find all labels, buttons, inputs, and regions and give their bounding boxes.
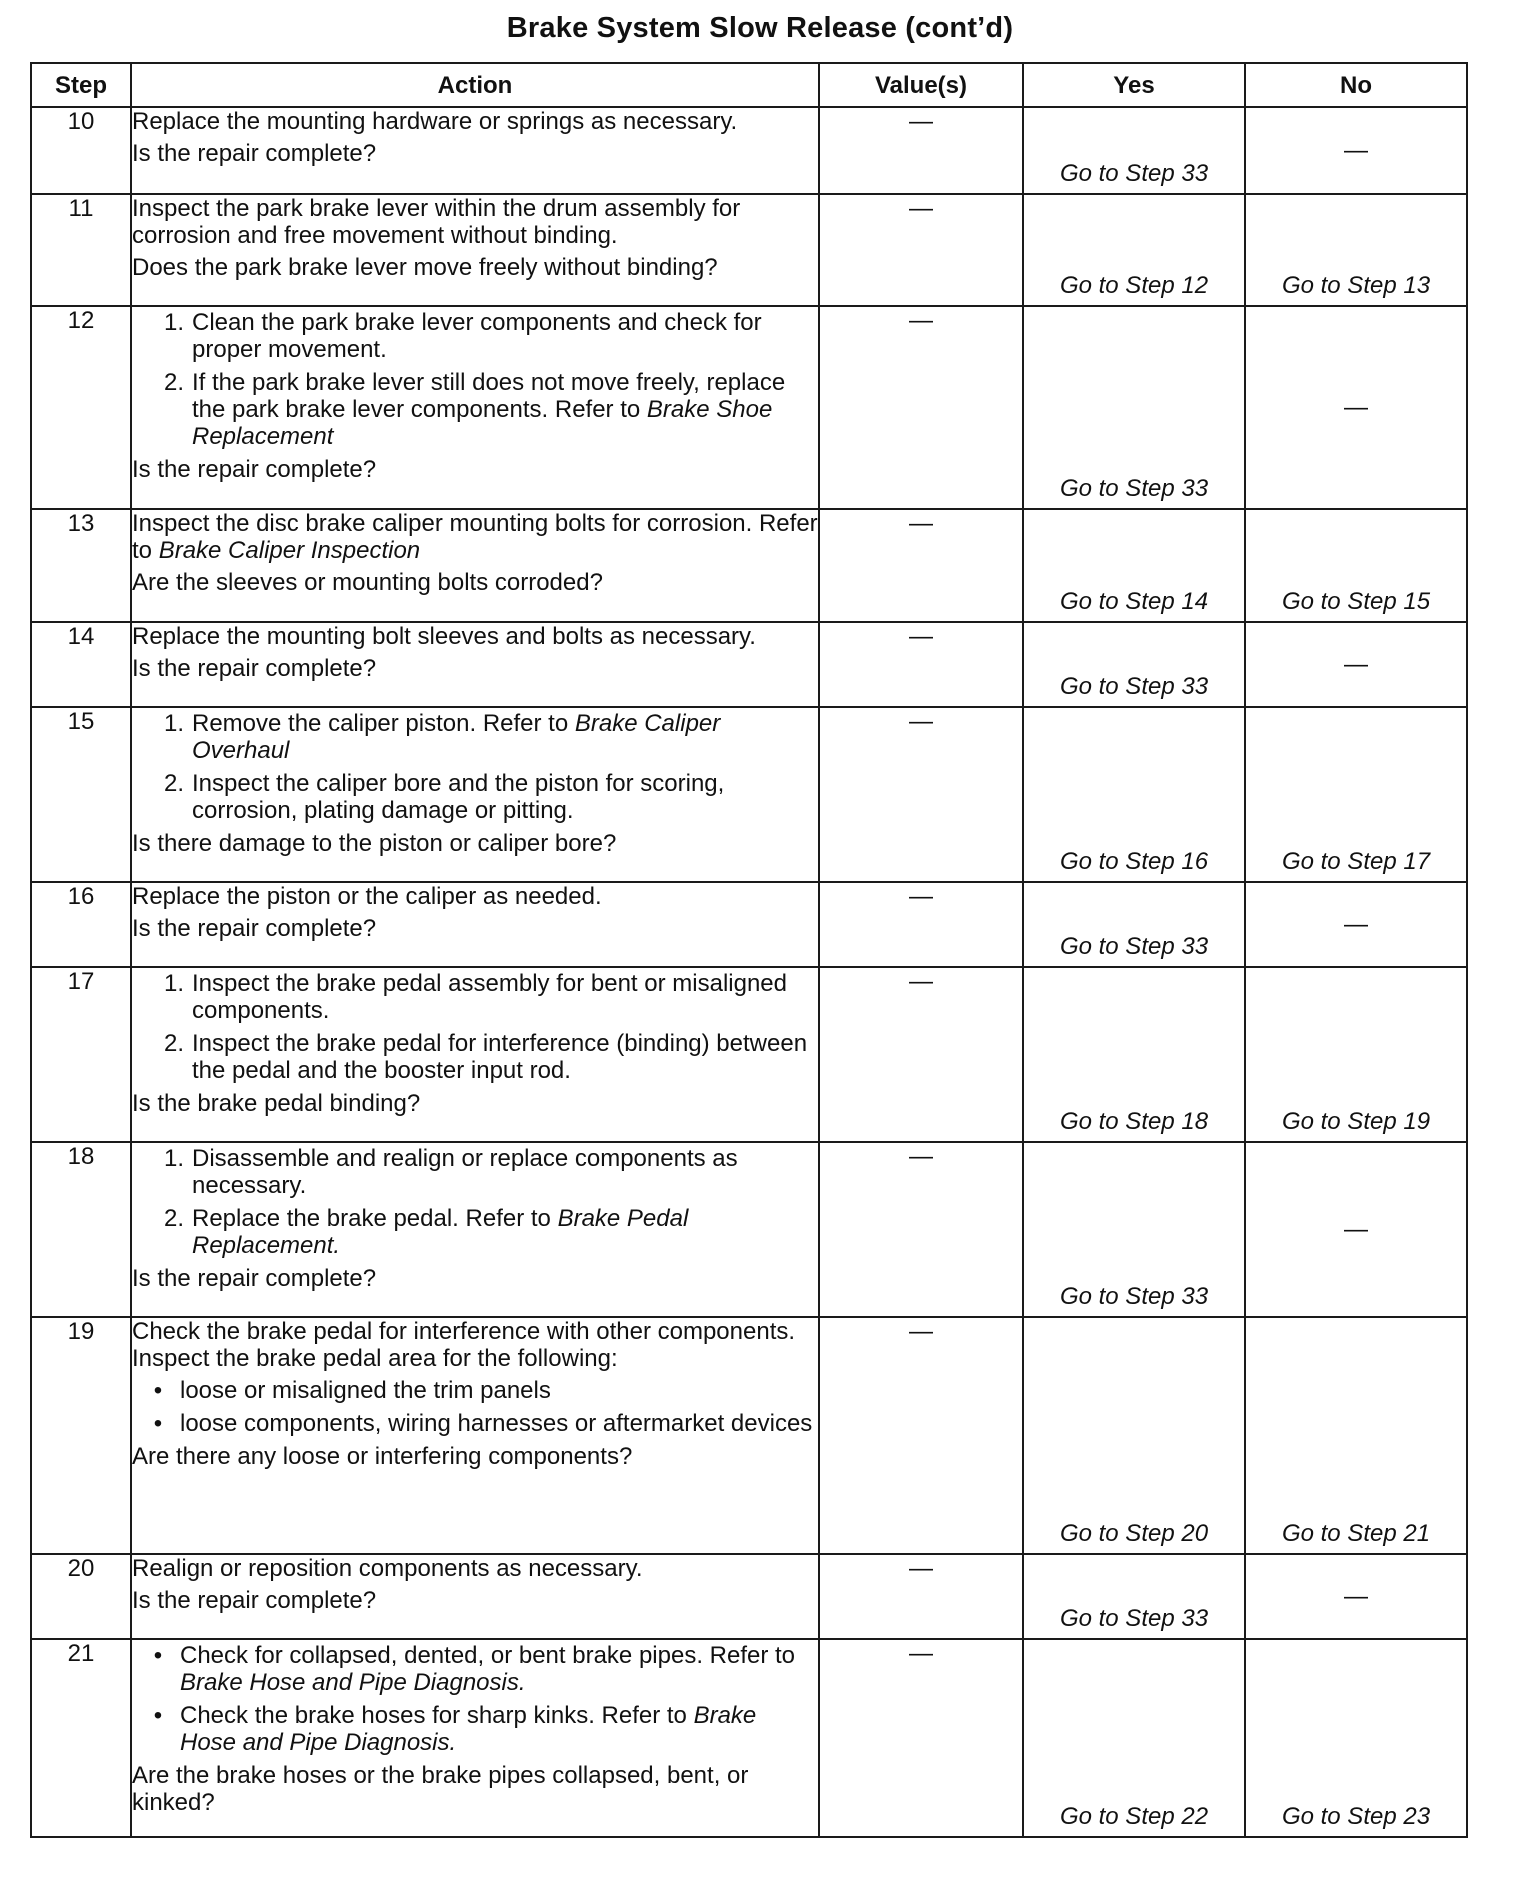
yes-cell bbox=[1023, 1317, 1245, 1554]
list-item bbox=[132, 1702, 818, 1756]
value-cell: — bbox=[819, 107, 1023, 194]
bullet-marker: • bbox=[153, 1702, 163, 1729]
reference-link[interactable]: Brake Hose and Pipe Diagnosis. bbox=[180, 1669, 526, 1696]
no-goto: Go to Step 15 bbox=[1281, 588, 1431, 615]
list-text: If the park brake lever still does not move freely, replace the park brake lever components. Refer to bbox=[192, 369, 786, 423]
table-row bbox=[31, 509, 1467, 622]
list-item bbox=[132, 1410, 818, 1437]
yes-goto: Go to Step 33 bbox=[1059, 673, 1209, 700]
list-text: Clean the park brake lever components and check for proper movement. bbox=[192, 309, 762, 363]
no-cell bbox=[1245, 509, 1467, 622]
yes-cell bbox=[1023, 194, 1245, 306]
yes-cell bbox=[1023, 306, 1245, 509]
step-number: 21 bbox=[31, 1639, 131, 1837]
table-row bbox=[31, 1142, 1467, 1317]
value-cell: — bbox=[819, 1639, 1023, 1837]
action-text: Check the brake pedal for interference with other components. Inspect the brake pedal area for the following: bbox=[132, 1318, 796, 1372]
action-question: Are the sleeves or mounting bolts corroded? bbox=[132, 569, 603, 596]
step-number: 20 bbox=[31, 1554, 131, 1639]
header-row bbox=[31, 63, 1467, 107]
header-yes: Yes bbox=[1023, 63, 1245, 107]
action-question: Is the repair complete? bbox=[132, 1265, 377, 1292]
no-cell bbox=[1245, 1639, 1467, 1837]
list-item bbox=[132, 1030, 818, 1084]
bullet-marker: • bbox=[153, 1410, 163, 1437]
value-cell: — bbox=[819, 707, 1023, 882]
list-item bbox=[132, 1642, 818, 1696]
step-number: 14 bbox=[31, 622, 131, 707]
table-row bbox=[31, 1317, 1467, 1554]
list-item bbox=[132, 1145, 818, 1199]
list-marker: 1. bbox=[163, 1145, 184, 1172]
table-row bbox=[31, 707, 1467, 882]
table-row bbox=[31, 194, 1467, 306]
list-marker: 2. bbox=[163, 770, 184, 797]
no-cell bbox=[1245, 967, 1467, 1142]
step-number: 19 bbox=[31, 1317, 131, 1554]
yes-cell bbox=[1023, 707, 1245, 882]
step-number: 13 bbox=[31, 509, 131, 622]
list-item bbox=[132, 970, 818, 1024]
list-marker: 2. bbox=[163, 1205, 184, 1232]
yes-goto: Go to Step 33 bbox=[1059, 160, 1209, 187]
yes-cell bbox=[1023, 107, 1245, 194]
list-item bbox=[132, 710, 818, 764]
value-cell: — bbox=[819, 967, 1023, 1142]
action-cell bbox=[131, 622, 819, 707]
step-number: 11 bbox=[31, 194, 131, 306]
no-goto: Go to Step 17 bbox=[1281, 848, 1431, 875]
value-cell: — bbox=[819, 622, 1023, 707]
no-cell: — bbox=[1245, 882, 1467, 967]
value-cell: — bbox=[819, 1142, 1023, 1317]
yes-goto: Go to Step 12 bbox=[1059, 272, 1209, 299]
yes-cell bbox=[1023, 967, 1245, 1142]
no-goto: Go to Step 23 bbox=[1281, 1803, 1431, 1830]
action-question: Is the repair complete? bbox=[132, 140, 377, 167]
value-cell: — bbox=[819, 194, 1023, 306]
bullet-marker: • bbox=[153, 1377, 163, 1404]
value-cell: — bbox=[819, 1317, 1023, 1554]
list-marker: 2. bbox=[163, 369, 184, 396]
no-cell bbox=[1245, 707, 1467, 882]
list-text: Inspect the caliper bore and the piston for scoring, corrosion, plating damage or pitting. bbox=[192, 770, 725, 824]
action-question: Are the brake hoses or the brake pipes collapsed, bent, or kinked? bbox=[132, 1762, 749, 1816]
list-text: Replace the brake pedal. Refer to bbox=[192, 1205, 551, 1232]
reference-link[interactable]: Brake Hose and Pipe Diagnosis. bbox=[180, 1702, 757, 1756]
table-row bbox=[31, 882, 1467, 967]
action-text: Replace the mounting hardware or springs as necessary. bbox=[132, 108, 738, 135]
list-text: Inspect the brake pedal for interference (binding) between the pedal and the booster input rod. bbox=[192, 1030, 808, 1084]
action-cell bbox=[131, 1554, 819, 1639]
action-cell bbox=[131, 509, 819, 622]
no-cell: — bbox=[1245, 1554, 1467, 1639]
table-row bbox=[31, 1639, 1467, 1837]
no-goto: Go to Step 13 bbox=[1281, 272, 1431, 299]
header-values: Value(s) bbox=[819, 63, 1023, 107]
diagnostic-table bbox=[30, 62, 1468, 1838]
list-marker: 2. bbox=[163, 1030, 184, 1057]
header-action: Action bbox=[131, 63, 819, 107]
bullet-list bbox=[132, 1377, 818, 1437]
action-cell bbox=[131, 306, 819, 509]
header-step: Step bbox=[31, 63, 131, 107]
no-cell: — bbox=[1245, 622, 1467, 707]
list-marker: 1. bbox=[163, 309, 184, 336]
list-item bbox=[132, 1205, 818, 1259]
yes-cell bbox=[1023, 1639, 1245, 1837]
no-cell: — bbox=[1245, 107, 1467, 194]
table-row bbox=[31, 1554, 1467, 1639]
table-row bbox=[31, 967, 1467, 1142]
list-item bbox=[132, 770, 818, 824]
yes-cell bbox=[1023, 509, 1245, 622]
action-question: Is the repair complete? bbox=[132, 1587, 377, 1614]
yes-cell bbox=[1023, 1554, 1245, 1639]
action-text: Inspect the park brake lever within the drum assembly for corrosion and free movement without binding. bbox=[132, 195, 741, 249]
no-cell: — bbox=[1245, 306, 1467, 509]
yes-goto: Go to Step 22 bbox=[1059, 1803, 1209, 1830]
yes-cell bbox=[1023, 1142, 1245, 1317]
action-question: Is there damage to the piston or caliper bore? bbox=[132, 830, 617, 857]
numbered-list bbox=[132, 970, 818, 1084]
numbered-list bbox=[132, 1145, 818, 1259]
action-cell bbox=[131, 882, 819, 967]
yes-goto: Go to Step 33 bbox=[1059, 1605, 1209, 1632]
list-item bbox=[132, 369, 818, 450]
list-text: Check the brake hoses for sharp kinks. Refer to bbox=[180, 1702, 687, 1729]
numbered-list bbox=[132, 309, 818, 450]
action-text: Realign or reposition components as necessary. bbox=[132, 1555, 643, 1582]
reference-link[interactable]: Brake Pedal Replacement. bbox=[192, 1205, 689, 1259]
yes-goto: Go to Step 14 bbox=[1059, 588, 1209, 615]
step-number: 16 bbox=[31, 882, 131, 967]
list-text: Disassemble and realign or replace components as necessary. bbox=[192, 1145, 738, 1199]
list-text: loose components, wiring harnesses or aftermarket devices bbox=[180, 1410, 813, 1437]
reference-link[interactable]: Brake Caliper Inspection bbox=[158, 537, 421, 564]
action-cell bbox=[131, 1317, 819, 1554]
value-cell: — bbox=[819, 509, 1023, 622]
list-text: Inspect the brake pedal assembly for bent or misaligned components. bbox=[192, 970, 787, 1024]
bullet-list bbox=[132, 1642, 818, 1756]
list-item bbox=[132, 309, 818, 363]
yes-goto: Go to Step 33 bbox=[1059, 475, 1209, 502]
no-cell bbox=[1245, 1317, 1467, 1554]
action-cell bbox=[131, 1142, 819, 1317]
yes-goto: Go to Step 16 bbox=[1059, 848, 1209, 875]
no-goto: Go to Step 19 bbox=[1281, 1108, 1431, 1135]
yes-goto: Go to Step 20 bbox=[1059, 1520, 1209, 1547]
header-no: No bbox=[1245, 63, 1467, 107]
reference-link[interactable]: Brake Caliper Overhaul bbox=[192, 710, 721, 764]
list-marker: 1. bbox=[163, 710, 184, 737]
page-title: Brake System Slow Release (cont’d) bbox=[506, 12, 1014, 44]
action-cell bbox=[131, 194, 819, 306]
list-text: Remove the caliper piston. Refer to bbox=[192, 710, 569, 737]
action-question: Is the brake pedal binding? bbox=[132, 1090, 421, 1117]
yes-cell bbox=[1023, 622, 1245, 707]
action-question: Is the repair complete? bbox=[132, 915, 377, 942]
list-item bbox=[132, 1377, 818, 1404]
table-row bbox=[31, 107, 1467, 194]
numbered-list bbox=[132, 710, 818, 824]
table-row bbox=[31, 622, 1467, 707]
no-cell: — bbox=[1245, 1142, 1467, 1317]
no-cell bbox=[1245, 194, 1467, 306]
value-cell: — bbox=[819, 1554, 1023, 1639]
action-text: Replace the piston or the caliper as needed. bbox=[132, 883, 602, 910]
action-cell bbox=[131, 967, 819, 1142]
table-row bbox=[31, 306, 1467, 509]
yes-goto: Go to Step 33 bbox=[1059, 933, 1209, 960]
value-cell: — bbox=[819, 882, 1023, 967]
action-text-body: Inspect the disc brake caliper mounting bolts for corrosion. Refer to bbox=[132, 510, 818, 564]
list-marker: 1. bbox=[163, 970, 184, 997]
yes-goto: Go to Step 33 bbox=[1059, 1283, 1209, 1310]
action-cell bbox=[131, 707, 819, 882]
list-text: loose or misaligned the trim panels bbox=[180, 1377, 551, 1404]
value-cell: — bbox=[819, 306, 1023, 509]
no-goto: Go to Step 21 bbox=[1281, 1520, 1431, 1547]
action-cell bbox=[131, 107, 819, 194]
action-question: Are there any loose or interfering components? bbox=[132, 1443, 633, 1470]
step-number: 12 bbox=[31, 306, 131, 509]
bullet-marker: • bbox=[153, 1642, 163, 1669]
step-number: 18 bbox=[31, 1142, 131, 1317]
yes-goto: Go to Step 18 bbox=[1059, 1108, 1209, 1135]
action-question: Is the repair complete? bbox=[132, 456, 377, 483]
step-number: 17 bbox=[31, 967, 131, 1142]
action-cell bbox=[131, 1639, 819, 1837]
action-question: Is the repair complete? bbox=[132, 655, 377, 682]
action-text: Replace the mounting bolt sleeves and bolts as necessary. bbox=[132, 623, 756, 650]
step-number: 10 bbox=[31, 107, 131, 194]
reference-link[interactable]: Brake Shoe Replacement bbox=[192, 396, 773, 450]
step-number: 15 bbox=[31, 707, 131, 882]
action-question: Does the park brake lever move freely without binding? bbox=[132, 254, 718, 281]
action-text bbox=[132, 510, 818, 564]
yes-cell bbox=[1023, 882, 1245, 967]
list-text: Check for collapsed, dented, or bent brake pipes. Refer to bbox=[180, 1642, 796, 1669]
